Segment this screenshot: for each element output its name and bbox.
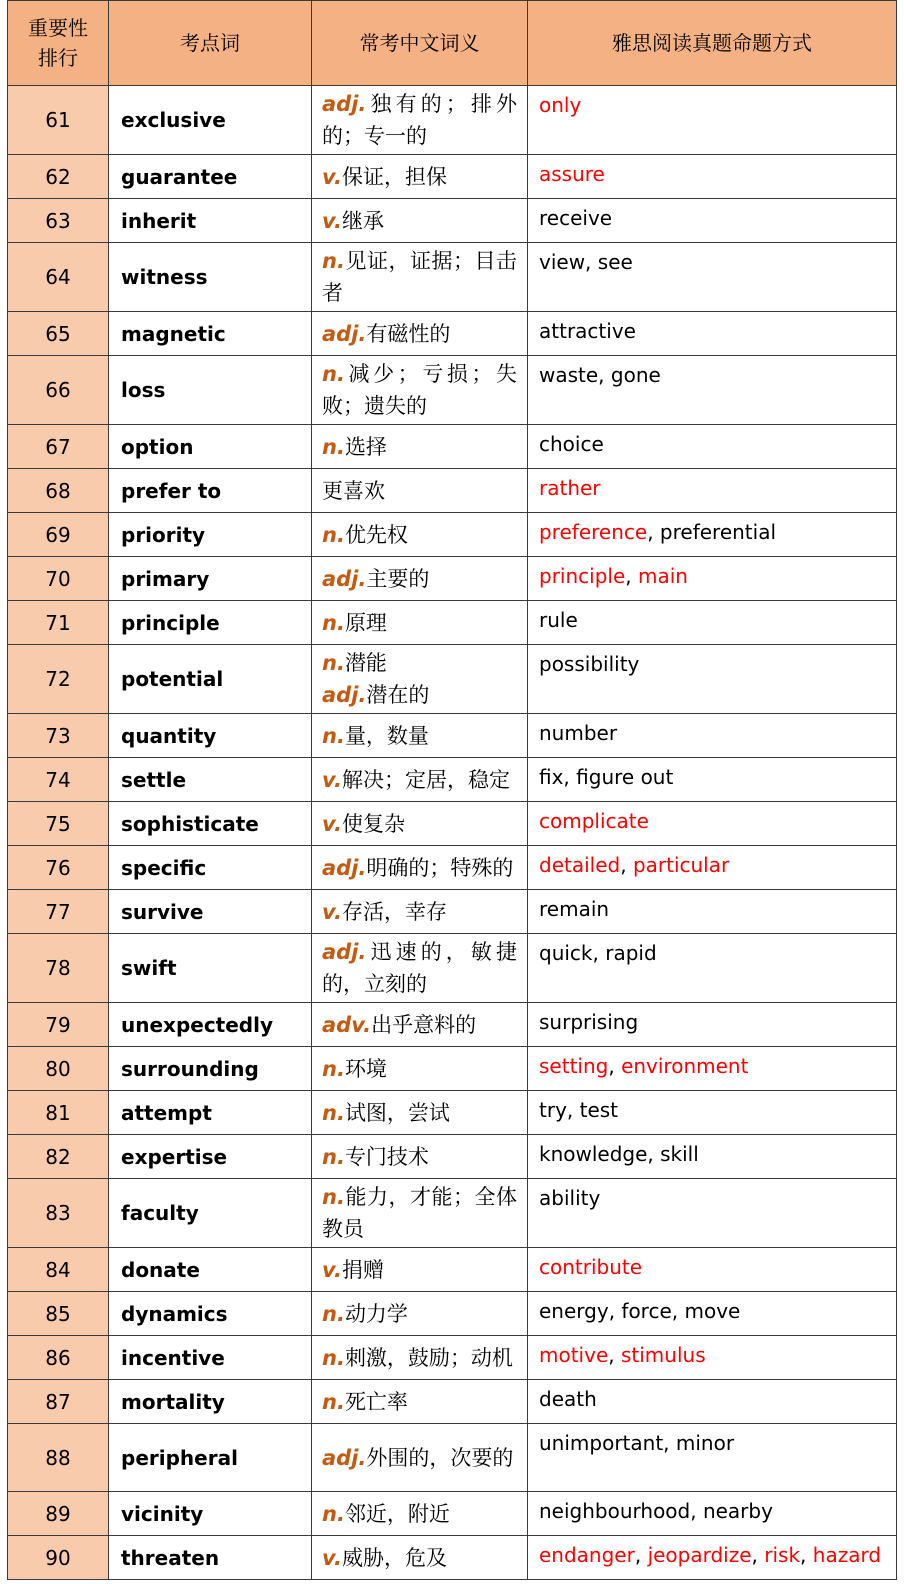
meaning-entry	[322, 1502, 450, 1526]
word-cell: incentive	[109, 1336, 312, 1380]
meaning-text: 能力，才能；全体教员	[322, 1185, 517, 1241]
meaning-text: 独有的；排外的；专一的	[322, 92, 517, 148]
meaning-cell	[312, 356, 528, 425]
rank-cell: 75	[8, 802, 109, 846]
usage-cell	[528, 1492, 897, 1536]
rank-cell: 63	[8, 199, 109, 243]
usage-keyword-highlight: environment	[621, 1054, 749, 1078]
meaning-cell	[312, 1135, 528, 1179]
part-of-speech: n.	[322, 1345, 345, 1370]
meaning-text: 解决；定居，稳定	[341, 767, 510, 792]
table-row	[8, 425, 897, 469]
meaning-cell	[312, 1424, 528, 1492]
table-row	[8, 243, 897, 312]
meaning-text: 选择	[344, 434, 387, 459]
rank-cell: 90	[8, 1536, 109, 1580]
meaning-entry	[322, 523, 408, 547]
usage-text: knowledge, skill	[539, 1142, 699, 1166]
meaning-cell	[312, 1047, 528, 1091]
meaning-text: 继承	[341, 208, 384, 233]
usage-cell	[528, 758, 897, 802]
part-of-speech: n.	[322, 522, 345, 547]
meaning-text: 环境	[344, 1056, 387, 1081]
meaning-entry	[322, 362, 517, 418]
meaning-text: 威胁，危及	[341, 1545, 447, 1570]
meaning-entry	[322, 724, 429, 748]
meaning-cell	[312, 513, 528, 557]
word-cell: surrounding	[109, 1047, 312, 1091]
usage-keyword-highlight: preference	[539, 520, 648, 544]
rank-cell: 80	[8, 1047, 109, 1091]
usage-cell	[528, 1336, 897, 1380]
part-of-speech: n.	[322, 1389, 345, 1414]
meaning-entry	[322, 679, 517, 711]
meaning-text: 存活，幸存	[341, 899, 447, 924]
header-meaning: 常考中文词义	[312, 1, 528, 86]
rank-cell: 74	[8, 758, 109, 802]
usage-cell	[528, 469, 897, 513]
word-cell: swift	[109, 934, 312, 1003]
meaning-text: 出乎意料的	[371, 1012, 477, 1037]
table-row	[8, 1492, 897, 1536]
meaning-text: 外围的，次要的	[366, 1445, 514, 1470]
meaning-text: 刺激，鼓励；动机	[344, 1345, 513, 1370]
usage-text: possibility	[539, 652, 640, 676]
part-of-speech: n.	[322, 1100, 345, 1125]
word-cell: threaten	[109, 1536, 312, 1580]
meaning-text: 明确的；特殊的	[366, 855, 514, 880]
meaning-cell	[312, 1003, 528, 1047]
table-row	[8, 1536, 897, 1580]
part-of-speech: v.	[322, 208, 342, 233]
usage-cell	[528, 890, 897, 934]
table-row	[8, 1292, 897, 1336]
table-row	[8, 934, 897, 1003]
meaning-text: 死亡率	[344, 1389, 408, 1414]
word-cell: potential	[109, 645, 312, 714]
usage-cell	[528, 1003, 897, 1047]
meaning-cell	[312, 86, 528, 155]
part-of-speech: n.	[322, 362, 345, 386]
meaning-cell	[312, 1179, 528, 1248]
meaning-cell	[312, 846, 528, 890]
usage-cell	[528, 601, 897, 645]
meaning-text: 邻近，附近	[344, 1501, 450, 1526]
meaning-cell	[312, 1492, 528, 1536]
rank-cell: 68	[8, 469, 109, 513]
usage-keyword-highlight: assure	[539, 162, 605, 186]
word-cell: settle	[109, 758, 312, 802]
meaning-text: 主要的	[366, 566, 430, 591]
usage-cell	[528, 1424, 897, 1492]
meaning-entry	[322, 856, 513, 880]
meaning-text: 见证，证据；目击者	[322, 249, 517, 305]
part-of-speech: adj.	[322, 321, 367, 346]
meaning-cell	[312, 1248, 528, 1292]
meaning-text: 潜能	[344, 651, 387, 675]
rank-cell: 66	[8, 356, 109, 425]
usage-text: death	[539, 1387, 597, 1411]
word-cell: priority	[109, 513, 312, 557]
usage-keyword-highlight: hazard	[812, 1543, 882, 1567]
table-row	[8, 714, 897, 758]
header-row	[8, 1, 897, 86]
rank-cell: 78	[8, 934, 109, 1003]
meaning-entry	[322, 567, 429, 591]
meaning-text: 动力学	[344, 1301, 408, 1326]
rank-cell: 72	[8, 645, 109, 714]
part-of-speech: n.	[322, 434, 345, 459]
usage-keyword-highlight: principle	[539, 564, 626, 588]
rank-cell: 65	[8, 312, 109, 356]
word-cell: inherit	[109, 199, 312, 243]
usage-text: ,	[751, 1543, 765, 1567]
usage-text: number	[539, 721, 618, 745]
table-row	[8, 86, 897, 155]
table-row	[8, 802, 897, 846]
table-row	[8, 1091, 897, 1135]
usage-cell	[528, 199, 897, 243]
part-of-speech: n.	[322, 1056, 345, 1081]
usage-text: neighbourhood, nearby	[539, 1499, 773, 1523]
part-of-speech: v.	[322, 1545, 342, 1570]
meaning-entry	[322, 940, 517, 996]
usage-text: view, see	[539, 250, 633, 274]
part-of-speech: n.	[322, 1301, 345, 1326]
part-of-speech: v.	[322, 767, 342, 792]
word-cell: option	[109, 425, 312, 469]
meaning-entry	[322, 249, 517, 305]
usage-cell	[528, 557, 897, 601]
table-row	[8, 469, 897, 513]
usage-text: ,	[608, 1054, 622, 1078]
meaning-cell	[312, 155, 528, 199]
table-row	[8, 1336, 897, 1380]
part-of-speech: n.	[322, 1501, 345, 1526]
table-row	[8, 601, 897, 645]
meaning-cell	[312, 934, 528, 1003]
part-of-speech: v.	[322, 811, 342, 836]
table-row	[8, 890, 897, 934]
table-row	[8, 1380, 897, 1424]
meaning-text: 更喜欢	[322, 478, 385, 503]
usage-keyword-highlight: jeopardize	[647, 1543, 752, 1567]
meaning-cell	[312, 601, 528, 645]
part-of-speech: adj.	[322, 683, 367, 707]
meaning-entry	[322, 479, 385, 503]
table-row	[8, 758, 897, 802]
part-of-speech: adj.	[322, 940, 367, 964]
rank-cell: 70	[8, 557, 109, 601]
word-cell: survive	[109, 890, 312, 934]
usage-keyword-highlight: particular	[632, 853, 730, 877]
usage-cell	[528, 645, 897, 714]
usage-cell	[528, 1135, 897, 1179]
word-cell: peripheral	[109, 1424, 312, 1492]
meaning-entry	[322, 1390, 408, 1414]
meaning-cell	[312, 1292, 528, 1336]
part-of-speech: adj.	[322, 92, 367, 116]
part-of-speech: adv.	[322, 1012, 372, 1037]
word-cell: mortality	[109, 1380, 312, 1424]
table-body	[8, 86, 897, 1580]
table-row	[8, 846, 897, 890]
rank-cell: 64	[8, 243, 109, 312]
rank-cell: 73	[8, 714, 109, 758]
meaning-entry	[322, 1446, 513, 1470]
word-cell: principle	[109, 601, 312, 645]
table-row	[8, 199, 897, 243]
table-row	[8, 155, 897, 199]
usage-text: quick, rapid	[539, 941, 657, 965]
usage-text: receive	[539, 206, 613, 230]
table-row	[8, 1003, 897, 1047]
meaning-entry	[322, 209, 384, 233]
usage-cell	[528, 312, 897, 356]
word-cell: prefer to	[109, 469, 312, 513]
meaning-cell	[312, 312, 528, 356]
meaning-text: 试图，尝试	[344, 1100, 450, 1125]
rank-cell: 61	[8, 86, 109, 155]
word-cell: magnetic	[109, 312, 312, 356]
word-cell: exclusive	[109, 86, 312, 155]
usage-keyword-highlight: only	[539, 93, 582, 117]
meaning-cell	[312, 199, 528, 243]
usage-text: attractive	[539, 319, 636, 343]
usage-cell	[528, 1047, 897, 1091]
usage-text: remain	[539, 897, 610, 921]
meaning-entry	[322, 322, 450, 346]
rank-cell: 69	[8, 513, 109, 557]
meaning-entry	[322, 900, 447, 924]
usage-keyword-highlight: complicate	[539, 809, 649, 833]
meaning-entry	[322, 768, 510, 792]
table-row	[8, 1179, 897, 1248]
usage-keyword-highlight: endanger	[539, 1543, 635, 1567]
word-cell: primary	[109, 557, 312, 601]
meaning-cell	[312, 425, 528, 469]
usage-cell	[528, 846, 897, 890]
table-row	[8, 312, 897, 356]
usage-text: ,	[608, 1343, 621, 1367]
usage-text: energy, force, move	[539, 1299, 741, 1323]
meaning-entry	[322, 1185, 517, 1241]
usage-keyword-highlight: rather	[539, 476, 601, 500]
meaning-text: 保证，担保	[341, 164, 447, 189]
meaning-cell	[312, 557, 528, 601]
table-row	[8, 1047, 897, 1091]
usage-cell	[528, 425, 897, 469]
word-cell: dynamics	[109, 1292, 312, 1336]
meaning-cell	[312, 1380, 528, 1424]
rank-cell: 85	[8, 1292, 109, 1336]
usage-text: try, test	[539, 1098, 619, 1122]
usage-cell	[528, 1292, 897, 1336]
usage-keyword-highlight: contribute	[539, 1255, 643, 1279]
table-row	[8, 1135, 897, 1179]
rank-cell: 84	[8, 1248, 109, 1292]
meaning-entry	[322, 647, 517, 679]
meaning-entry	[322, 1057, 387, 1081]
meaning-entry	[322, 1258, 384, 1282]
meaning-text: 减少；亏损；失败；遗失的	[322, 362, 517, 418]
table-row	[8, 513, 897, 557]
meaning-entry	[322, 1546, 447, 1570]
rank-cell: 62	[8, 155, 109, 199]
part-of-speech: adj.	[322, 1445, 367, 1470]
meaning-cell	[312, 469, 528, 513]
usage-text: ,	[625, 564, 638, 588]
rank-cell: 86	[8, 1336, 109, 1380]
usage-cell	[528, 1536, 897, 1580]
usage-cell	[528, 1380, 897, 1424]
meaning-entry	[322, 1302, 408, 1326]
usage-text: choice	[539, 432, 604, 456]
usage-cell	[528, 243, 897, 312]
word-cell: loss	[109, 356, 312, 425]
meaning-entry	[322, 435, 387, 459]
meaning-text: 专门技术	[344, 1144, 429, 1169]
usage-text: ability	[539, 1186, 601, 1210]
meaning-entry	[322, 92, 517, 148]
usage-text: ,	[800, 1543, 813, 1567]
meaning-entry	[322, 812, 405, 836]
usage-cell	[528, 714, 897, 758]
meaning-text: 迅速的，敏捷的，立刻的	[322, 940, 517, 996]
usage-cell	[528, 356, 897, 425]
usage-text: rule	[539, 608, 578, 632]
usage-text: , preferential	[647, 520, 777, 544]
usage-cell	[528, 155, 897, 199]
meaning-text: 潜在的	[366, 683, 430, 707]
header-rank: 重要性排行	[8, 1, 109, 86]
meaning-entry	[322, 1101, 450, 1125]
meaning-entry	[322, 165, 447, 189]
meaning-entry	[322, 1346, 513, 1370]
meaning-cell	[312, 1536, 528, 1580]
meaning-text: 优先权	[344, 522, 408, 547]
meaning-text: 捐赠	[341, 1257, 384, 1282]
usage-text: unimportant, minor	[539, 1431, 735, 1455]
rank-cell: 71	[8, 601, 109, 645]
meaning-cell	[312, 890, 528, 934]
meaning-cell	[312, 1091, 528, 1135]
rank-cell: 76	[8, 846, 109, 890]
rank-cell: 82	[8, 1135, 109, 1179]
usage-keyword-highlight: main	[637, 564, 688, 588]
part-of-speech: adj.	[322, 855, 367, 880]
meaning-text: 原理	[344, 610, 387, 635]
usage-text: waste, gone	[539, 363, 661, 387]
usage-text: fix, figure out	[539, 765, 674, 789]
usage-keyword-highlight: motive	[539, 1343, 609, 1367]
usage-text: surprising	[539, 1010, 639, 1034]
part-of-speech: v.	[322, 164, 342, 189]
usage-text: ,	[634, 1543, 648, 1567]
header-usage: 雅思阅读真题命题方式	[528, 1, 897, 86]
usage-keyword-highlight: setting	[539, 1054, 609, 1078]
rank-cell: 79	[8, 1003, 109, 1047]
table-row	[8, 1424, 897, 1492]
usage-cell	[528, 1248, 897, 1292]
rank-cell: 89	[8, 1492, 109, 1536]
rank-cell: 81	[8, 1091, 109, 1135]
header-word: 考点词	[109, 1, 312, 86]
part-of-speech: n.	[322, 610, 345, 635]
table-row	[8, 645, 897, 714]
meaning-cell	[312, 714, 528, 758]
part-of-speech: v.	[322, 899, 342, 924]
word-cell: attempt	[109, 1091, 312, 1135]
part-of-speech: v.	[322, 1257, 342, 1282]
rank-cell: 77	[8, 890, 109, 934]
table-row	[8, 356, 897, 425]
meaning-entry	[322, 611, 387, 635]
usage-cell	[528, 934, 897, 1003]
table-row	[8, 557, 897, 601]
usage-keyword-highlight: stimulus	[620, 1343, 706, 1367]
word-cell: sophisticate	[109, 802, 312, 846]
usage-cell	[528, 513, 897, 557]
usage-keyword-highlight: risk	[764, 1543, 801, 1567]
vocabulary-table	[7, 0, 897, 1580]
usage-cell	[528, 1179, 897, 1248]
word-cell: quantity	[109, 714, 312, 758]
meaning-cell	[312, 645, 528, 714]
part-of-speech: n.	[322, 651, 345, 675]
word-cell: guarantee	[109, 155, 312, 199]
part-of-speech: adj.	[322, 566, 367, 591]
part-of-speech: n.	[322, 1144, 345, 1169]
meaning-text: 量，数量	[344, 723, 429, 748]
word-cell: donate	[109, 1248, 312, 1292]
meaning-text: 使复杂	[341, 811, 405, 836]
rank-cell: 87	[8, 1380, 109, 1424]
word-cell: specific	[109, 846, 312, 890]
meaning-cell	[312, 1336, 528, 1380]
table-row	[8, 1248, 897, 1292]
meaning-cell	[312, 243, 528, 312]
meaning-cell	[312, 802, 528, 846]
part-of-speech: n.	[322, 723, 345, 748]
rank-cell: 88	[8, 1424, 109, 1492]
usage-cell	[528, 1091, 897, 1135]
meaning-text: 有磁性的	[366, 321, 451, 346]
word-cell: witness	[109, 243, 312, 312]
meaning-entry	[322, 1013, 476, 1037]
rank-cell: 83	[8, 1179, 109, 1248]
usage-cell	[528, 802, 897, 846]
usage-cell	[528, 86, 897, 155]
meaning-entry	[322, 1145, 429, 1169]
word-cell: unexpectedly	[109, 1003, 312, 1047]
rank-cell: 67	[8, 425, 109, 469]
usage-text: ,	[620, 853, 633, 877]
part-of-speech: n.	[322, 1185, 345, 1209]
part-of-speech: n.	[322, 249, 345, 273]
word-cell: vicinity	[109, 1492, 312, 1536]
usage-keyword-highlight: detailed	[539, 853, 621, 877]
word-cell: expertise	[109, 1135, 312, 1179]
meaning-cell	[312, 758, 528, 802]
word-cell: faculty	[109, 1179, 312, 1248]
